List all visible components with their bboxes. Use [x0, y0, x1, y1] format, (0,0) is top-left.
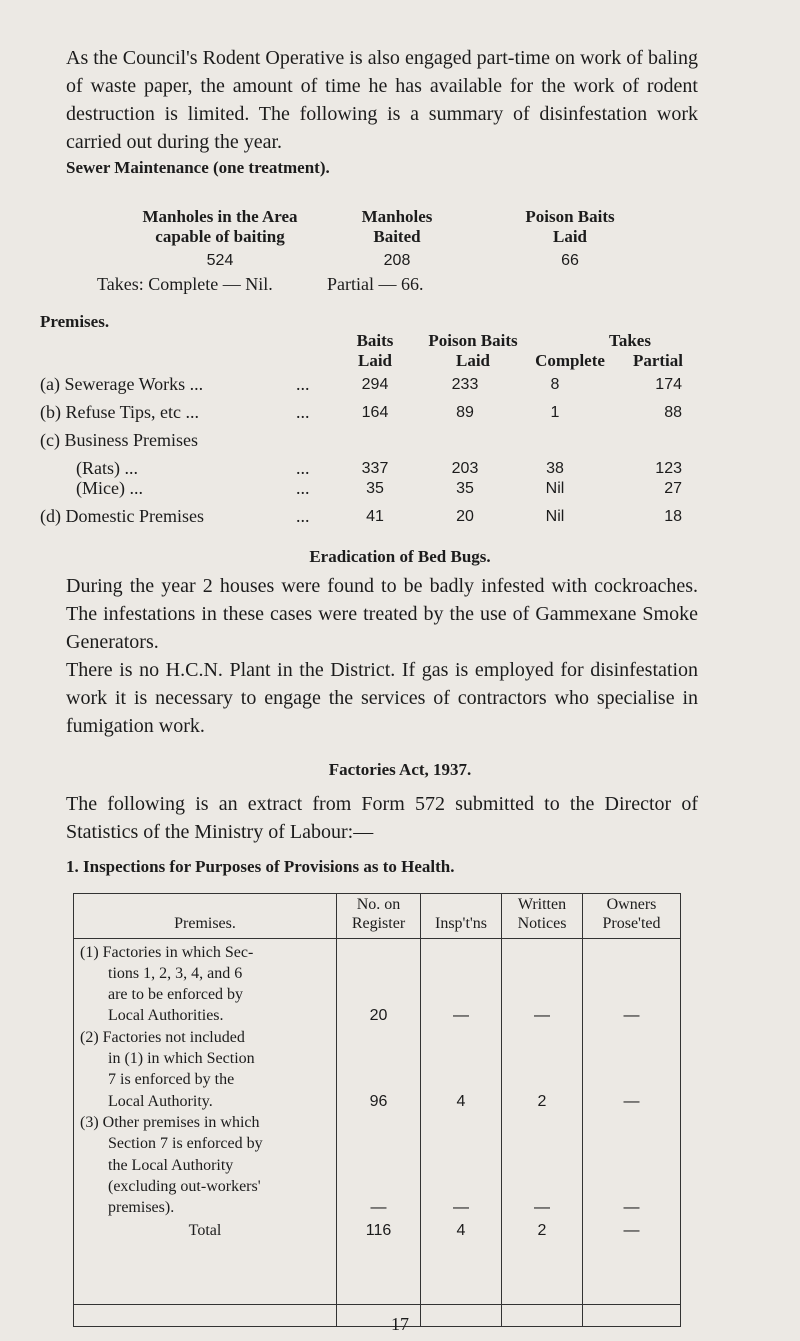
sewer-col1-header-2: capable of baiting: [155, 227, 285, 246]
premises-baits-value: 164: [361, 404, 389, 421]
row-register-value: —: [370, 1199, 387, 1216]
premises-poison-value: 35: [456, 480, 474, 497]
premises-row-label: (b) Refuse Tips, etc ...: [40, 402, 199, 422]
page-number: 17: [391, 1314, 409, 1334]
sewer-col3-header-1: Poison Baits: [525, 207, 615, 226]
premises-poison-value: 20: [456, 508, 474, 525]
premises-complete-value: 8: [550, 376, 560, 393]
col-header-written-1: Written: [517, 896, 567, 913]
col-header-register-2: Register: [351, 915, 406, 932]
sewer-value-poison-baits: 66: [561, 252, 579, 269]
sewer-col1-header-1: Manholes in the Area: [142, 207, 298, 226]
premises-row-dots: ...: [296, 458, 310, 478]
total-label: Total: [188, 1222, 222, 1239]
row-premises-text: Section 7 is enforced by: [108, 1135, 263, 1152]
premises-row-label: (a) Sewerage Works ...: [40, 374, 204, 394]
total-owners-value: —: [623, 1222, 640, 1239]
col-header-owners-1: Owners: [606, 896, 657, 913]
premises-row-dots: ...: [296, 402, 310, 422]
premises-baits-value: 41: [366, 508, 384, 525]
row-premises-text: (3) Other premises in which: [80, 1114, 260, 1131]
cockroach-paragraph: During the year 2 houses were found to be badly infested with cockroaches. The infestations in these cases were treated by the use of Gammexane Smoke Generators.: [66, 575, 698, 653]
row-inspections-value: —: [453, 1199, 469, 1216]
row-premises-text: Local Authorities.: [108, 1007, 224, 1024]
premises-h-baits-2: Laid: [357, 351, 393, 370]
hcn-paragraph: There is no H.C.N. Plant in the District. If gas is employed for disinfestation work it is necessary to engage the services of contractors who specialise in fumigation work.: [66, 659, 698, 737]
factories-act-heading: Factories Act, 1937.: [328, 760, 472, 779]
row-premises-text: (1) Factories in which Sec-: [80, 944, 254, 961]
row-owners-value: —: [623, 1199, 640, 1216]
row-premises-text: the Local Authority: [108, 1157, 234, 1174]
row-written-value: —: [534, 1199, 550, 1216]
row-premises-text: tions 1, 2, 3, 4, and 6: [108, 965, 243, 982]
premises-row-dots: ...: [296, 374, 310, 394]
form-572-paragraph: The following is an extract from Form 572 submitted to the Director of Statistics of the Ministry of Labour:—: [66, 793, 698, 843]
row-register-value: 96: [369, 1093, 388, 1110]
premises-partial-value: 174: [655, 376, 682, 393]
premises-poison-value: 203: [451, 460, 479, 477]
row-owners-value: —: [623, 1093, 640, 1110]
sewer-col2-header-2: Baited: [373, 227, 421, 246]
premises-partial-value: 123: [655, 460, 682, 477]
row-premises-text: are to be enforced by: [108, 986, 244, 1003]
total-written-value: 2: [537, 1222, 547, 1239]
premises-complete-value: Nil: [545, 508, 565, 525]
sewer-col2-header-1: Manholes: [361, 207, 433, 226]
premises-poison-value: 89: [456, 404, 474, 421]
premises-h-partial: Partial: [632, 351, 684, 370]
row-premises-text: in (1) in which Section: [108, 1050, 255, 1067]
premises-complete-value: 38: [546, 460, 564, 477]
premises-h-takes: Takes: [609, 331, 651, 350]
premises-baits-value: 294: [361, 376, 389, 393]
premises-partial-value: 18: [664, 508, 682, 525]
premises-row-dots: ...: [296, 478, 310, 498]
col-header-inspections: Insp't'ns: [435, 915, 487, 932]
bed-bugs-heading: Eradication of Bed Bugs.: [309, 547, 491, 566]
total-inspections-value: 4: [456, 1222, 466, 1239]
premises-partial-value: 27: [664, 480, 682, 497]
row-premises-text: premises).: [108, 1199, 175, 1216]
row-register-value: 20: [369, 1007, 388, 1024]
col-header-written-2: Notices: [517, 915, 567, 932]
sewer-takes-partial: Partial — 66.: [327, 274, 424, 294]
col-header-register-1: No. on: [356, 896, 401, 913]
sewer-takes-complete: Takes: Complete — Nil.: [97, 274, 273, 294]
sewer-value-manholes-baited: 208: [383, 252, 411, 269]
premises-h-baits-1: Baits: [356, 331, 394, 350]
premises-row-label: (Mice) ...: [76, 478, 143, 498]
row-inspections-value: 4: [456, 1093, 466, 1110]
premises-poison-value: 233: [451, 376, 479, 393]
sewer-value-manholes-area: 524: [206, 252, 234, 269]
row-premises-text: 7 is enforced by the: [108, 1071, 235, 1088]
premises-complete-value: 1: [550, 404, 560, 421]
premises-row-label: (Rats) ...: [76, 458, 138, 478]
intro-paragraph: As the Council's Rodent Operative is also engaged part-time on work of baling of waste paper, the amount of time he has available for the work of rodent destruction is limited. The following is a summary of disinfestation work carried out during the year.: [66, 47, 698, 153]
premises-h-poison-1: Poison Baits: [428, 331, 518, 350]
col-header-owners-2: Prose'ted: [602, 915, 661, 932]
premises-heading: Premises.: [40, 312, 110, 331]
row-premises-text: Local Authority.: [108, 1093, 213, 1110]
row-premises-text: (excluding out-workers': [108, 1178, 261, 1195]
row-owners-value: —: [623, 1007, 640, 1024]
row-written-value: 2: [537, 1093, 547, 1110]
premises-baits-value: 337: [361, 460, 389, 477]
premises-h-complete: Complete: [535, 351, 605, 370]
total-register-value: 116: [365, 1222, 392, 1239]
col-header-premises: Premises.: [174, 915, 236, 932]
premises-baits-value: 35: [366, 480, 384, 497]
section-1-heading: 1. Inspections for Purposes of Provisions as to Health.: [66, 857, 455, 876]
premises-h-poison-2: Laid: [455, 351, 491, 370]
premises-row-label: (c) Business Premises: [40, 430, 198, 450]
premises-complete-value: Nil: [545, 480, 565, 497]
row-written-value: —: [534, 1007, 550, 1024]
premises-row-label: (d) Domestic Premises: [40, 506, 204, 526]
sewer-heading: Sewer Maintenance (one treatment).: [66, 158, 330, 177]
premises-partial-value: 88: [664, 404, 682, 421]
premises-row-dots: ...: [296, 506, 310, 526]
row-inspections-value: —: [453, 1007, 469, 1024]
sewer-col3-header-2: Laid: [552, 227, 588, 246]
row-premises-text: (2) Factories not included: [80, 1029, 245, 1046]
